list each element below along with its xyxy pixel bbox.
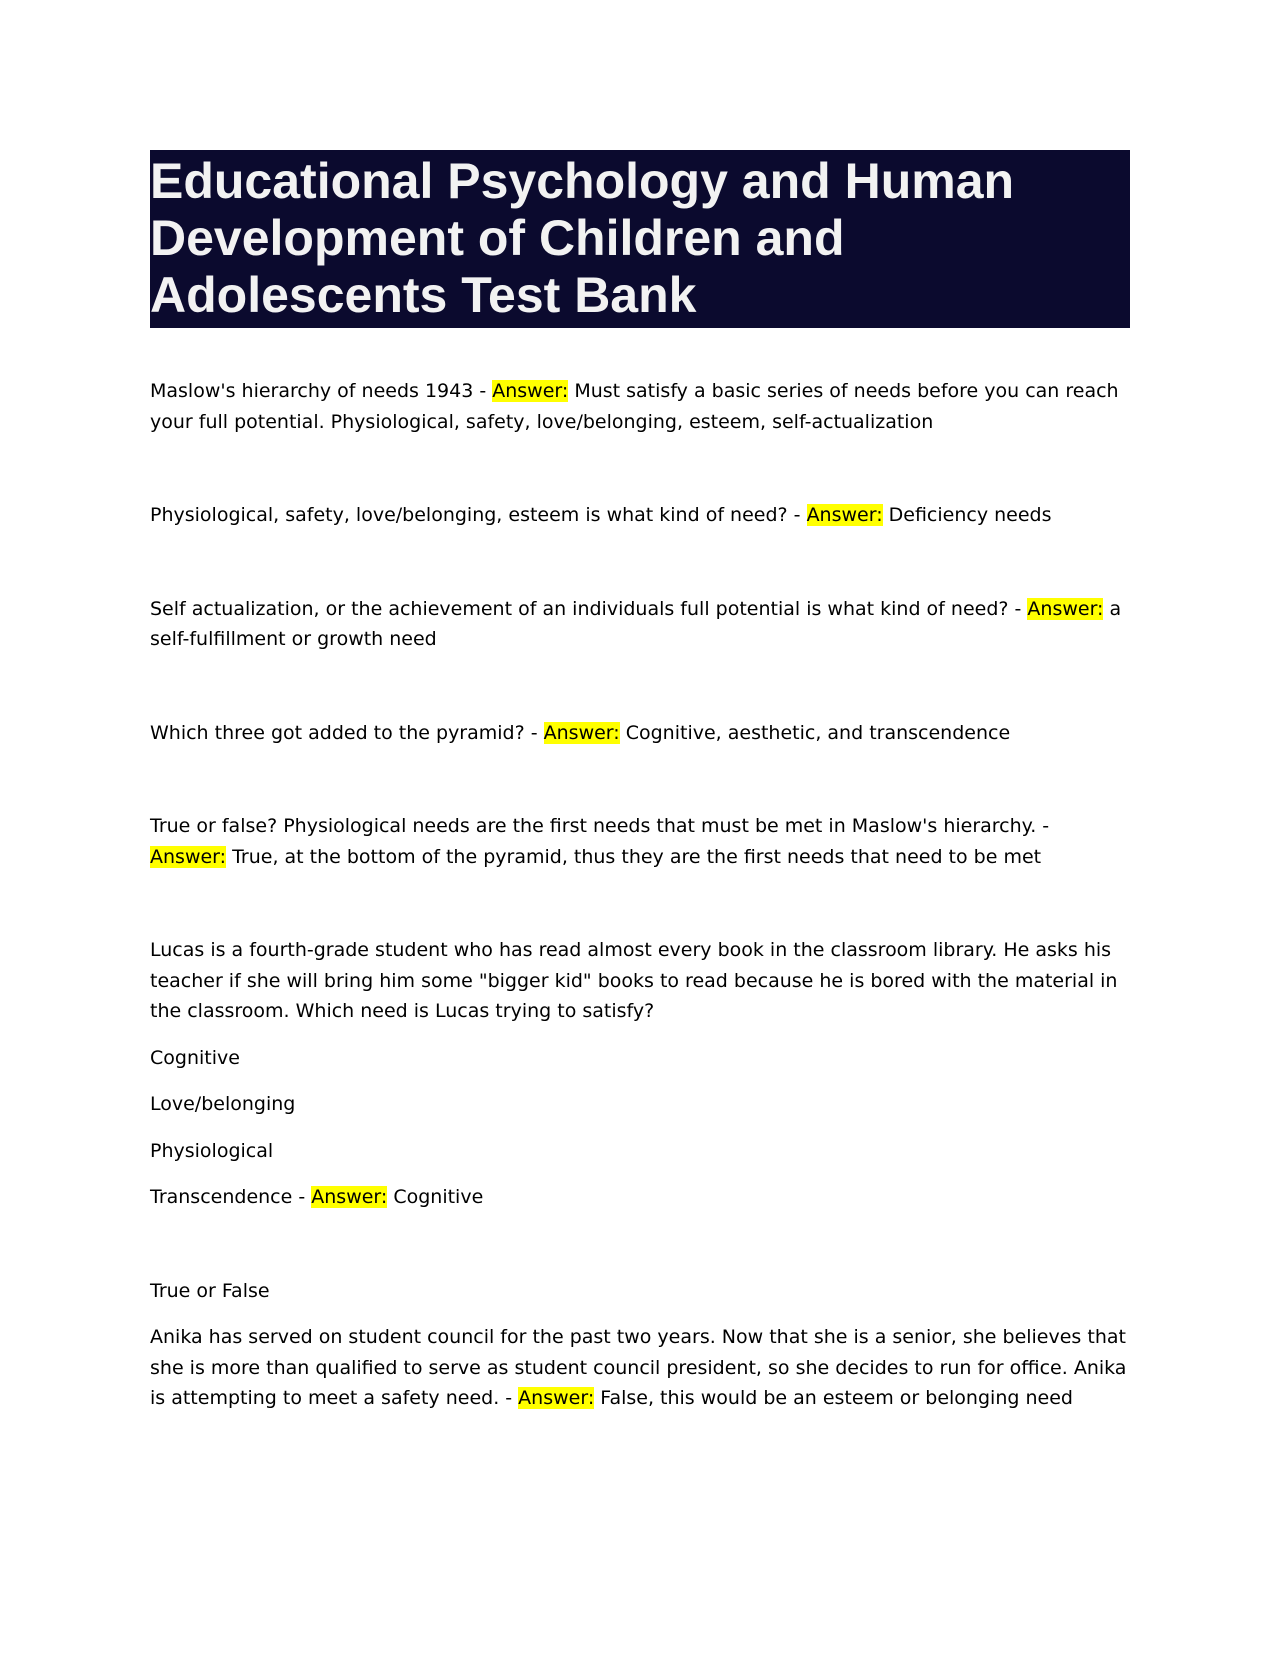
question-text: Which three got added to the pyramid? - [150,721,544,744]
qa-item [150,811,1130,872]
qa-item [150,594,1130,655]
question-text: True or false? Physiological needs are the first needs that must be met in Maslow's hierarchy. - [150,815,1050,837]
qa-paragraph [150,1182,1130,1213]
question-text: Physiological, safety, love/belonging, esteem is what kind of need? - [150,504,807,526]
answer-text: a self-fulfillment or growth need [150,597,1122,650]
qa-paragraph [150,1322,1130,1414]
question-text: Lucas is a fourth-grade student who has read almost every book in the classroom library. He asks his teacher if she will bring him some "bigger kid" books to read because he is bored with the material in the classroom. Which need is Lucas trying to satisfy? [150,939,1118,1022]
qa-paragraph [150,594,1130,655]
answer-label: Answer: [1027,597,1104,620]
document-title: Educational Psychology and Human Development of Children and Adolescents Test Bank [150,150,1130,328]
question-text: Anika has served on student council for the past two years. Now that she is a senior, she believes that she is more than qualified to serve as student council president, so she decides to run for office. Anika is attempting to meet a safety need. - [150,1326,1127,1409]
option-text: Love/belonging [150,1093,296,1115]
answer-label: Answer: [806,504,883,526]
answer-text: False, this would be an esteem or belonging need [594,1387,1073,1409]
document-page [150,150,1130,1477]
option-text: Transcendence - [150,1186,312,1208]
answer-label: Answer: [150,845,227,868]
answer-text: Cognitive [387,1186,484,1208]
qa-item [150,500,1130,531]
answer-text: Must satisfy a basic series of needs before you can reach your full potential. Physiological, safety, love/belonging, esteem, self-actualization [150,380,1119,433]
qa-list [150,376,1130,1414]
answer-label: Answer: [311,1186,388,1208]
qa-paragraph [150,811,1130,872]
answer-text: True, at the bottom of the pyramid, thus they are the first needs that need to be met [226,845,1042,868]
answer-text: Cognitive, aesthetic, and transcendence [619,721,1011,744]
question-text: Maslow's hierarchy of needs 1943 - [150,380,493,402]
option-text: Physiological [150,1139,274,1162]
section-heading: True or False [150,1279,270,1302]
option-text: Cognitive [150,1046,240,1069]
answer-label: Answer: [492,380,569,402]
answer-label: Answer: [543,721,620,744]
qa-item [150,935,1130,1213]
qa-paragraph [150,376,1130,437]
qa-paragraph [150,718,1130,749]
answer-label: Answer: [518,1387,595,1409]
qa-item [150,718,1130,749]
qa-item [150,376,1130,437]
question-text: Self actualization, or the achievement of an individuals full potential is what kind of need? - [150,597,1028,620]
qa-paragraph [150,500,1130,531]
answer-text: Deficiency needs [882,504,1052,526]
qa-item [150,1276,1130,1414]
